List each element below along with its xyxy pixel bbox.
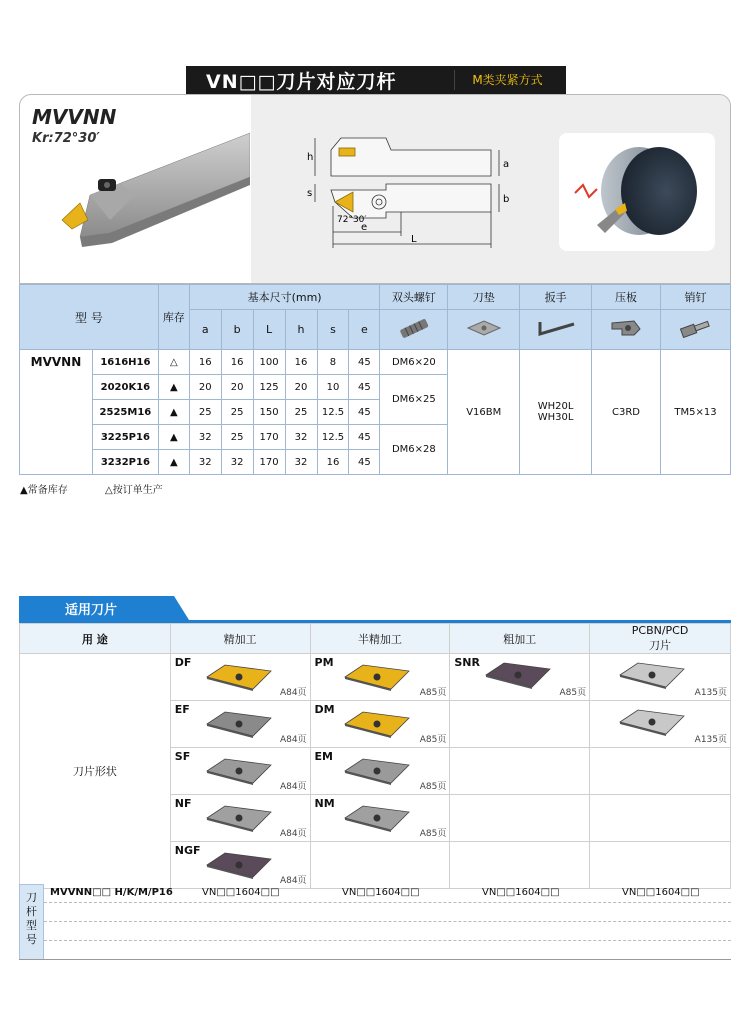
- clamp-code: C3RD: [592, 350, 661, 475]
- insert-cell: [590, 701, 730, 747]
- dim-l: 150: [253, 400, 285, 425]
- section-tab-inserts: [19, 596, 189, 620]
- empty-cell: [311, 842, 450, 888]
- holder-fit-row-empty: [44, 903, 731, 922]
- stock-mark: ▲: [158, 400, 189, 425]
- wrench-icon: [520, 310, 592, 350]
- empty-cell: [450, 842, 589, 888]
- insert-page-ref: A84页: [279, 829, 307, 839]
- insert-cell: [590, 654, 730, 700]
- col-header-use: 用 途: [20, 624, 171, 654]
- dim-e: 45: [349, 350, 380, 375]
- model-code: 2525M16: [92, 400, 158, 425]
- holder-fit-rough: VN□□1604□□: [482, 887, 560, 898]
- model-code: 2020K16: [92, 375, 158, 400]
- stock-mark: ▲: [158, 425, 189, 450]
- tool-kr-angle: Kr:72°30′: [32, 131, 100, 146]
- insert-cell: [311, 654, 450, 700]
- dim-l: 170: [253, 425, 285, 450]
- dim-h: 32: [285, 450, 317, 475]
- series-name: MVVNN: [20, 350, 93, 475]
- empty-cell: [450, 795, 589, 841]
- dim-h: 32: [285, 425, 317, 450]
- dim-h: 16: [285, 350, 317, 375]
- dim-s: 10: [317, 375, 349, 400]
- tool-overview-panel: [19, 94, 731, 284]
- insert-cell: [171, 701, 310, 747]
- insert-cell: [171, 654, 310, 700]
- dim-s-label: s: [307, 188, 313, 199]
- dimension-drawing-area: [251, 95, 731, 284]
- tool-model-name: MVVNN: [32, 105, 117, 129]
- insert-shape-icon: [616, 660, 688, 690]
- holder-fit-semi: VN□□1604□□: [342, 887, 420, 898]
- clamp-plate-icon: [592, 310, 661, 350]
- insert-code: DM: [314, 703, 335, 716]
- dim-s: 12.5: [317, 425, 349, 450]
- insert-code: SNR: [454, 656, 480, 669]
- holder-side-char: 刀: [26, 891, 37, 904]
- empty-cell: [450, 701, 589, 747]
- shim-code: V16BM: [448, 350, 520, 475]
- dim-a: 16: [189, 350, 221, 375]
- col-header-clamp: 压板: [592, 285, 661, 310]
- dim-angle-label: 72°30′: [337, 215, 367, 225]
- col-header-e: e: [349, 310, 380, 350]
- empty-cell: [450, 748, 589, 794]
- insert-cell: [450, 654, 589, 700]
- dim-a: 20: [189, 375, 221, 400]
- insert-code: PM: [314, 656, 334, 669]
- empty-cell: [590, 842, 730, 888]
- stock-mark: △: [158, 350, 189, 375]
- col-header-pin: 销钉: [660, 285, 730, 310]
- screw-code: DM6×20: [380, 350, 448, 375]
- insert-shape-icon: [203, 662, 275, 692]
- dim-b: 25: [221, 425, 253, 450]
- insert-page-ref: A85页: [419, 782, 447, 792]
- dim-e: 45: [349, 375, 380, 400]
- dimension-drawing: [291, 120, 531, 255]
- col-header-pcbn-line2: 刀片: [649, 639, 672, 652]
- insert-cell: [171, 842, 310, 888]
- model-code: 1616H16: [92, 350, 158, 375]
- dim-h: 20: [285, 375, 317, 400]
- pin-icon: [660, 310, 730, 350]
- empty-cell: [590, 748, 730, 794]
- insert-shape-icon: [482, 660, 554, 690]
- dim-b: 16: [221, 350, 253, 375]
- dim-s: 16: [317, 450, 349, 475]
- dim-l: 125: [253, 375, 285, 400]
- col-header-finish: 精加工: [170, 624, 310, 654]
- col-header-pcbn-line1: PCBN/PCD: [631, 624, 689, 637]
- screw-code: DM6×28: [380, 425, 448, 475]
- model-code: 3232P16: [92, 450, 158, 475]
- insert-code: NM: [314, 797, 335, 810]
- insert-shape-icon: [203, 803, 275, 833]
- bottom-divider: [19, 959, 731, 960]
- insert-code: SF: [174, 750, 191, 763]
- section-tab-label: 适用刀片: [65, 603, 118, 618]
- page-title: VN□□刀片对应刀杆: [206, 71, 397, 93]
- legend-stock-full: ▲常备库存: [20, 485, 68, 496]
- insert-cell: [171, 748, 310, 794]
- dim-b: 25: [221, 400, 253, 425]
- holder-fit-finish: VN□□1604□□: [202, 887, 280, 898]
- dim-h: 25: [285, 400, 317, 425]
- insert-table: [19, 623, 731, 889]
- legend-stock-order: △按订单生产: [105, 485, 163, 496]
- insert-page-ref: A135页: [694, 735, 727, 745]
- wrench-code-2: WH30L: [537, 412, 574, 423]
- col-header-semi: 半精加工: [310, 624, 450, 654]
- insert-shape-icon: [203, 850, 275, 880]
- dim-s: 12.5: [317, 400, 349, 425]
- insert-code: EM: [314, 750, 334, 763]
- insert-cell: [311, 701, 450, 747]
- dim-b: 20: [221, 375, 253, 400]
- dim-h-label: h: [307, 152, 314, 163]
- dim-s: 8: [317, 350, 349, 375]
- screw-code: DM6×25: [380, 375, 448, 425]
- insert-page-ref: A84页: [279, 735, 307, 745]
- clamp-method-label: M类夹紧方式: [454, 70, 560, 90]
- insert-page-ref: A84页: [279, 688, 307, 698]
- col-header-basic-size: 基本尺寸(mm): [189, 285, 380, 310]
- insert-page-ref: A85页: [559, 688, 587, 698]
- col-header-a: a: [189, 310, 221, 350]
- insert-cell: [171, 795, 310, 841]
- dim-e: 45: [349, 450, 380, 475]
- insert-page-ref: A84页: [279, 876, 307, 886]
- col-header-shim: 刀垫: [448, 285, 520, 310]
- empty-cell: [590, 795, 730, 841]
- holder-side-char: 型: [26, 919, 37, 932]
- insert-page-ref: A135页: [694, 688, 727, 698]
- col-header-screw: 双头螺钉: [380, 285, 448, 310]
- col-header-b: b: [221, 310, 253, 350]
- holder-fit-row-empty: [44, 922, 731, 941]
- model-code: 3225P16: [92, 425, 158, 450]
- stock-mark: ▲: [158, 375, 189, 400]
- insert-code: DF: [174, 656, 192, 669]
- dim-a: 32: [189, 450, 221, 475]
- dim-b-label: b: [503, 194, 510, 205]
- col-header-wrench: 扳手: [520, 285, 592, 310]
- clamping-photo: [559, 133, 715, 251]
- dim-b: 32: [221, 450, 253, 475]
- spec-table: [19, 284, 731, 475]
- col-header-rough: 粗加工: [450, 624, 590, 654]
- insert-page-ref: A85页: [419, 688, 447, 698]
- insert-code: NGF: [174, 844, 201, 857]
- col-header-l: L: [253, 310, 285, 350]
- row-label-insert-shape: 刀片形状: [20, 654, 171, 889]
- insert-page-ref: A84页: [279, 782, 307, 792]
- holder-fit-row: [44, 884, 731, 903]
- col-header-pcbn: [590, 624, 731, 654]
- insert-shape-icon: [341, 662, 413, 692]
- holder-side-char: 号: [26, 933, 37, 946]
- dim-a: 25: [189, 400, 221, 425]
- pin-code: TM5×13: [660, 350, 730, 475]
- dim-l: 170: [253, 450, 285, 475]
- insert-shape-icon: [203, 756, 275, 786]
- holder-fit-pcbn: VN□□1604□□: [622, 887, 700, 898]
- dim-e: 45: [349, 425, 380, 450]
- dim-l: 100: [253, 350, 285, 375]
- holder-side-label: [19, 884, 44, 960]
- dim-a: 32: [189, 425, 221, 450]
- header-banner: [186, 66, 566, 94]
- holder-fit-row-empty: [44, 941, 731, 960]
- insert-cell: [311, 795, 450, 841]
- screw-icon: [380, 310, 448, 350]
- tool-holder-illustration: [50, 125, 250, 255]
- insert-page-ref: A85页: [419, 735, 447, 745]
- col-header-s: s: [317, 310, 349, 350]
- dim-e: 45: [349, 400, 380, 425]
- insert-shape-icon: [616, 707, 688, 737]
- insert-shape-icon: [341, 756, 413, 786]
- insert-code: EF: [174, 703, 190, 716]
- dim-a-label: a: [503, 159, 510, 170]
- shim-icon: [448, 310, 520, 350]
- insert-shape-icon: [203, 709, 275, 739]
- col-header-h: h: [285, 310, 317, 350]
- insert-cell: [311, 748, 450, 794]
- wrench-code-1: WH20L: [537, 401, 574, 412]
- dim-e-label: e: [361, 222, 368, 233]
- holder-side-char: 杆: [26, 905, 37, 918]
- col-header-model: 型 号: [20, 285, 159, 350]
- holder-model: MVVNN□□ H/K/M/P16: [50, 887, 173, 898]
- table-row: [20, 350, 731, 375]
- col-header-stock: 库存: [158, 285, 189, 350]
- insert-page-ref: A85页: [419, 829, 447, 839]
- insert-shape-icon: [341, 803, 413, 833]
- wrench-code: [520, 350, 592, 475]
- insert-code: NF: [174, 797, 192, 810]
- insert-shape-icon: [341, 709, 413, 739]
- dim-l-label: L: [411, 234, 417, 245]
- stock-mark: ▲: [158, 450, 189, 475]
